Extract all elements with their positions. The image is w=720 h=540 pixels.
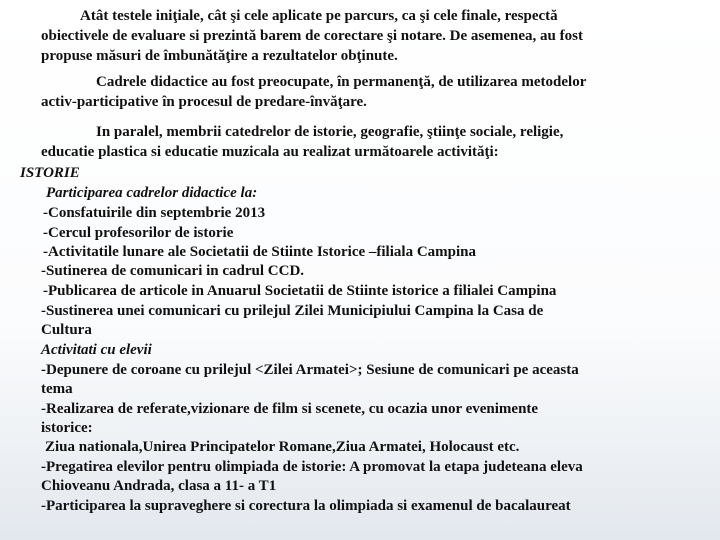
section-heading-istorie: ISTORIE [20,165,80,181]
list-item: -Participarea la supraveghere si corectura la olimpiada si examenul de bacalaureat [41,498,571,514]
list-item: -Cercul profesorilor de istorie [43,225,234,241]
paragraph-line: In paralel, membrii catedrelor de istorie, geografie, ştiinţe sociale, religie, [96,124,564,140]
list-item-continuation: istorice: [41,420,93,436]
list-item: -Sutinerea de comunicari in cadrul CCD. [41,263,305,279]
list-item-continuation: Chioveanu Andrada, clasa a 11- a T1 [41,478,277,494]
list-item: -Consfatuirile din septembrie 2013 [43,205,266,221]
subheading-activitati: Activitati cu elevii [41,342,152,358]
list-item-continuation: Ziua nationala,Unirea Principatelor Romane,Ziua Armatei, Holocaust etc. [45,439,520,455]
list-item: -Pregatirea elevilor pentru olimpiada de istorie: A promovat la etapa judeteana eleva [41,459,583,475]
list-item: -Activitatile lunare ale Societatii de Stiinte Istorice –filiala Campina [43,244,476,260]
list-item: -Realizarea de referate,vizionare de film si scenete, cu ocazia unor evenimente [41,401,539,417]
paragraph-line: activ-participative în procesul de predare-învăţare. [41,94,367,110]
paragraph-line: Atât testele iniţiale, cât şi cele aplicate pe parcurs, ca şi cele finale, respectă [80,8,558,24]
paragraph-line: obiectivele de evaluare si prezintă barem de corectare şi notare. De asemenea, au fost [41,28,583,44]
paragraph-line: propuse măsuri de îmbunătăţire a rezultatelor obţinute. [41,48,398,64]
subheading-participarea: Participarea cadrelor didactice la: [46,185,258,201]
list-item-continuation: Cultura [41,322,92,338]
paragraph-line: Cadrele didactice au fost preocupate, în permanenţă, de utilizarea metodelor [96,74,587,90]
list-item: -Sustinerea unei comunicari cu prilejul Zilei Municipiului Campina la Casa de [41,303,544,319]
list-item: -Depunere de coroane cu prilejul <Zilei Armatei>; Sesiune de comunicari pe aceasta [41,362,579,378]
list-item: -Publicarea de articole in Anuarul Societatii de Stiinte istorice a filialei Campina [43,283,557,299]
list-item-continuation: tema [41,381,73,397]
paragraph-line: educatie plastica si educatie muzicala au realizat următoarele activităţi: [41,144,499,160]
